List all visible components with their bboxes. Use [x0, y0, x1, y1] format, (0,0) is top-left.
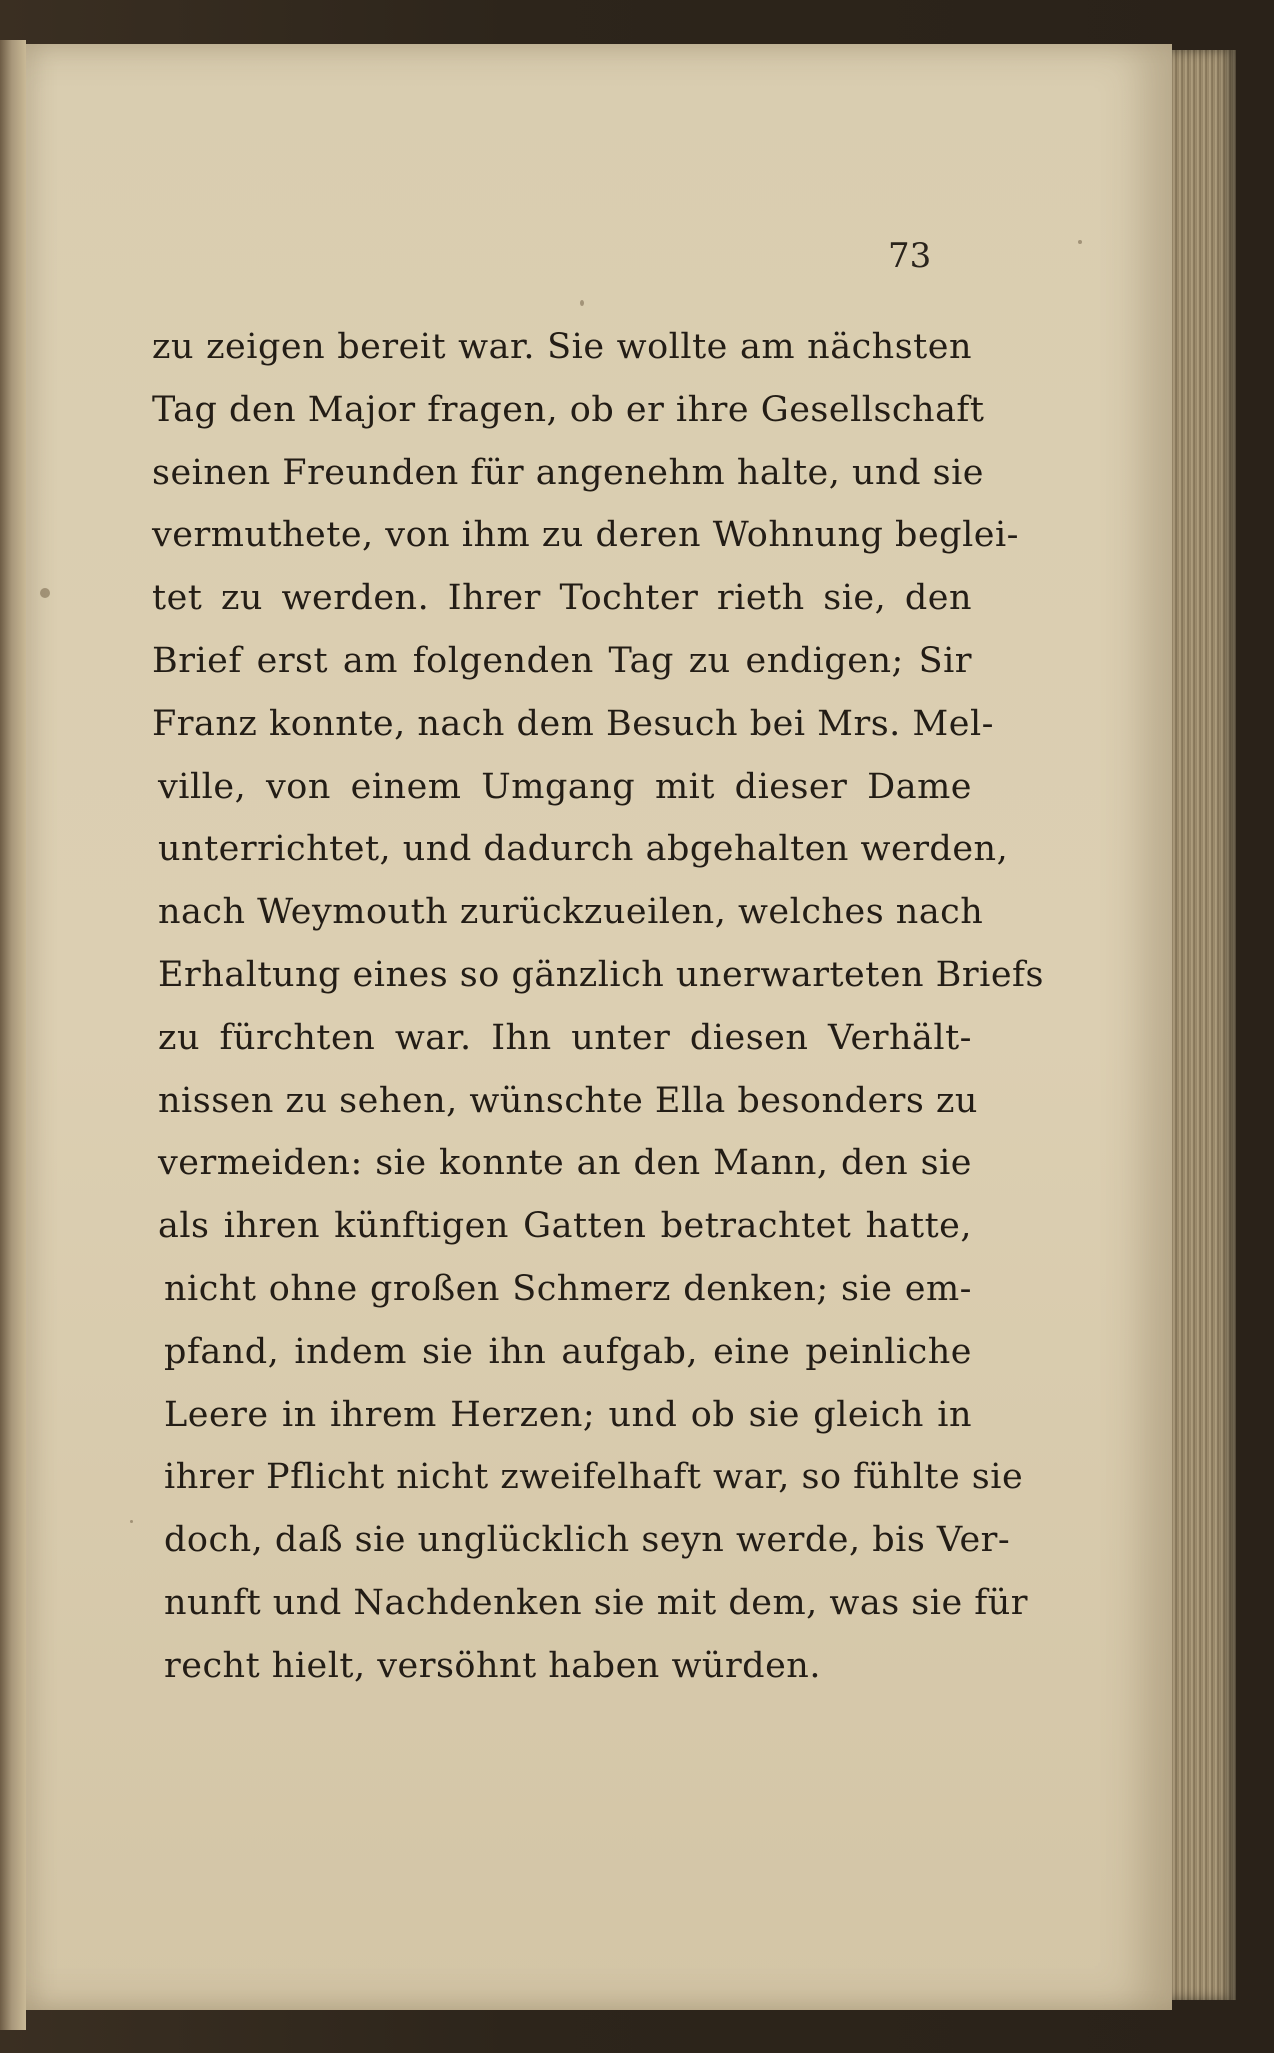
text-line: Leere in ihrem Herzen; und ob sie gleich in — [164, 1394, 972, 1435]
facing-page-edge — [0, 40, 26, 2030]
text-line: unterrichtet, und dadurch abgehalten werden, — [158, 829, 1009, 870]
text-line: als ihren künftigen Gatten betrachtet hatte, — [158, 1206, 972, 1247]
paper-speck — [40, 588, 50, 598]
text-line: nissen zu sehen, wünschte Ella besonders zu — [158, 1080, 978, 1121]
text-line: Tag den Major fragen, ob er ihre Gesellschaft — [152, 389, 985, 430]
page-number: 73 — [888, 236, 932, 276]
text-line: ihrer Pflicht nicht zweifelhaft war, so fühlte sie — [164, 1457, 1024, 1498]
body-text — [152, 316, 1044, 1698]
paper-speck — [580, 300, 584, 306]
text-line: seinen Freunden für angenehm halte, und sie — [152, 452, 984, 493]
text-line: recht hielt, versöhnt haben würden. — [164, 1645, 821, 1686]
text-line: pfand, indem sie ihn aufgab, eine peinliche — [164, 1331, 972, 1372]
text-line: vermeiden: sie konnte an den Mann, den sie — [158, 1143, 972, 1184]
text-line: ville, von einem Umgang mit dieser Dame — [158, 766, 972, 807]
page-block-edge — [1172, 50, 1236, 2000]
text-line: doch, daß sie unglücklich seyn werde, bis Ver- — [164, 1520, 1011, 1561]
text-line: Franz konnte, nach dem Besuch bei Mrs. Mel- — [152, 703, 994, 744]
paper-speck — [1078, 240, 1082, 244]
text-line: nach Weymouth zurückzueilen, welches nach — [158, 892, 984, 933]
text-line: Erhaltung eines so gänzlich unerwarteten Briefs — [158, 954, 1044, 995]
text-line: vermuthete, von ihm zu deren Wohnung beglei- — [152, 515, 1020, 556]
text-line: nunft und Nachdenken sie mit dem, was sie für — [164, 1582, 1029, 1623]
text-line: Brief erst am folgenden Tag zu endigen; Sir — [152, 640, 972, 681]
text-line: nicht ohne großen Schmerz denken; sie em- — [164, 1268, 972, 1309]
paper-speck — [130, 1520, 133, 1523]
text-line: zu zeigen bereit war. Sie wollte am nächsten — [152, 327, 972, 367]
text-line: zu fürchten war. Ihn unter diesen Verhält- — [158, 1017, 972, 1058]
text-line: tet zu werden. Ihrer Tochter rieth sie, den — [152, 578, 972, 619]
